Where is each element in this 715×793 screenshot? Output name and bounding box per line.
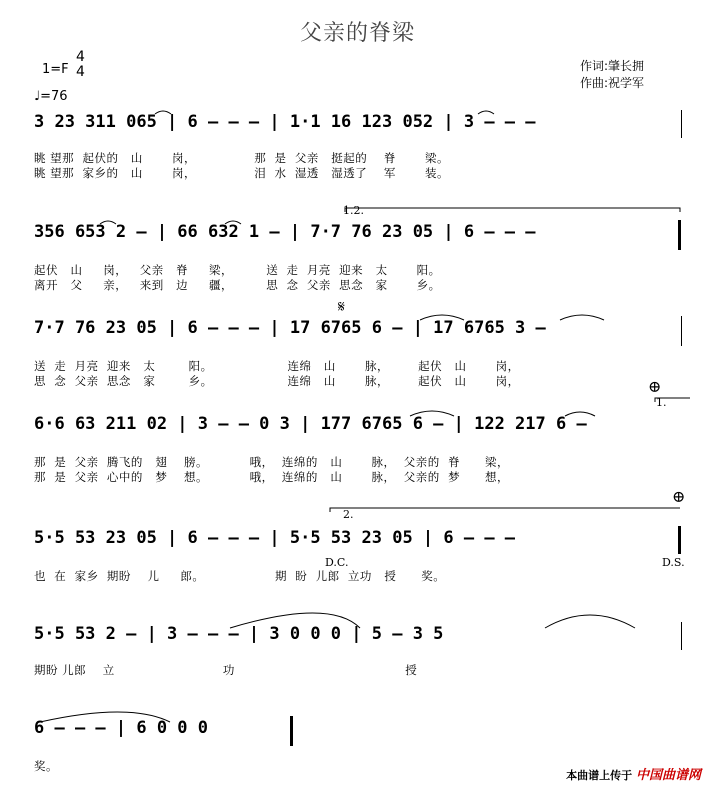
lyrics-verse-2: 那 是 父亲 心中的 梦 想。 哦， 连绵的 山 脉， 父亲的 梦 想，	[34, 470, 509, 484]
tie	[230, 613, 360, 628]
notes-line: 7·7 76 23 05 | 6 — — — | 17 6765 6 — | 17 6765 3 —	[34, 318, 546, 338]
upload-text: 本曲谱上传于	[566, 769, 633, 782]
time-signature-top: 4	[76, 49, 85, 65]
lyricist: 作词:肇长拥	[580, 59, 645, 73]
lyrics-verse-1: 那 是 父亲 腾飞的 翅 膀。 哦， 连绵的 山 脉， 父亲的 脊 梁，	[34, 455, 509, 469]
slur	[100, 221, 116, 224]
score-title: 父亲的脊梁	[299, 21, 415, 46]
segno-icon: 𝄋	[338, 297, 345, 316]
lyrics-verse-1: 期盼 儿郎 立 功 授	[34, 663, 418, 677]
notes-line: 356 653 2 — | 66 632 1 — | 7·7 76 23 05 | 6 — — —	[34, 222, 536, 242]
volta-label: 2.	[343, 508, 354, 521]
slur	[420, 315, 464, 320]
slur	[565, 412, 595, 416]
tie	[40, 712, 170, 722]
lyrics-verse-2: 思 念 父亲 思念 家 乡。 连绵 山 脉， 起伏 山 岗，	[34, 374, 520, 388]
notes-line: 3 23 311 065 | 6 — — — | 1·1 16 123 052 | 3 — — —	[34, 112, 536, 132]
slur	[155, 111, 171, 114]
slur	[410, 411, 454, 416]
slur	[560, 315, 604, 320]
composer: 作曲:祝学军	[580, 76, 645, 90]
lyrics-verse-1: 送 走 月亮 迎来 太 阳。 连绵 山 脉， 起伏 山 岗，	[34, 359, 520, 373]
time-signature-bottom: 4	[76, 64, 85, 80]
volta-bracket	[655, 398, 690, 402]
volta-bracket	[345, 208, 680, 212]
ds-marking: D.S.	[662, 556, 685, 569]
volta-label: 1.2.	[343, 204, 364, 217]
notes-line: 6 — — — | 6 0 0 0	[34, 718, 208, 738]
tie	[545, 615, 635, 628]
coda-icon: ⊕	[648, 377, 662, 396]
notes-line: 5·5 53 23 05 | 6 — — — | 5·5 53 23 05 | 6 — — —	[34, 528, 516, 548]
slur	[478, 111, 494, 114]
volta-bracket	[330, 508, 680, 512]
volta-label: 1.	[656, 396, 667, 409]
lyrics-verse-1: 起伏 山 岗， 父亲 脊 梁， 送 走 月亮 迎来 太 阳。	[34, 263, 441, 277]
site-logo: 中国曲谱网	[635, 768, 701, 783]
dc-marking: D.C.	[325, 556, 349, 569]
slur	[225, 221, 241, 224]
upload-credit	[566, 764, 701, 783]
notes-line: 5·5 53 2 — | 3 — — — | 3 0 0 0 | 5 — 3 5	[34, 624, 444, 644]
lyrics-verse-1: 也 在 家乡 期盼 儿 郎。 期 盼 儿郎 立功 授 奖。	[34, 569, 446, 583]
lyrics-verse-2: 眺 望那 家乡的 山 岗， 泪 水 湿透 湿透了 军 装。	[34, 166, 449, 180]
key-signature: 1=F	[42, 62, 69, 77]
notes-line: 6·6 63 211 02 | 3 — — 0 3 | 177 6765 6 — | 122 217 6 —	[34, 414, 587, 434]
coda-icon: ⊕	[672, 487, 686, 506]
lyrics-verse-1: 眺 望那 起伏的 山 岗， 那 是 父亲 挺起的 脊 梁。	[34, 151, 449, 165]
lyrics-verse-2: 离开 父 亲， 来到 边 疆， 思 念 父亲 思念 家 乡。	[34, 278, 441, 292]
lyrics-verse-1: 奖。	[34, 759, 58, 773]
tempo-marking: ♩=76	[34, 89, 68, 104]
